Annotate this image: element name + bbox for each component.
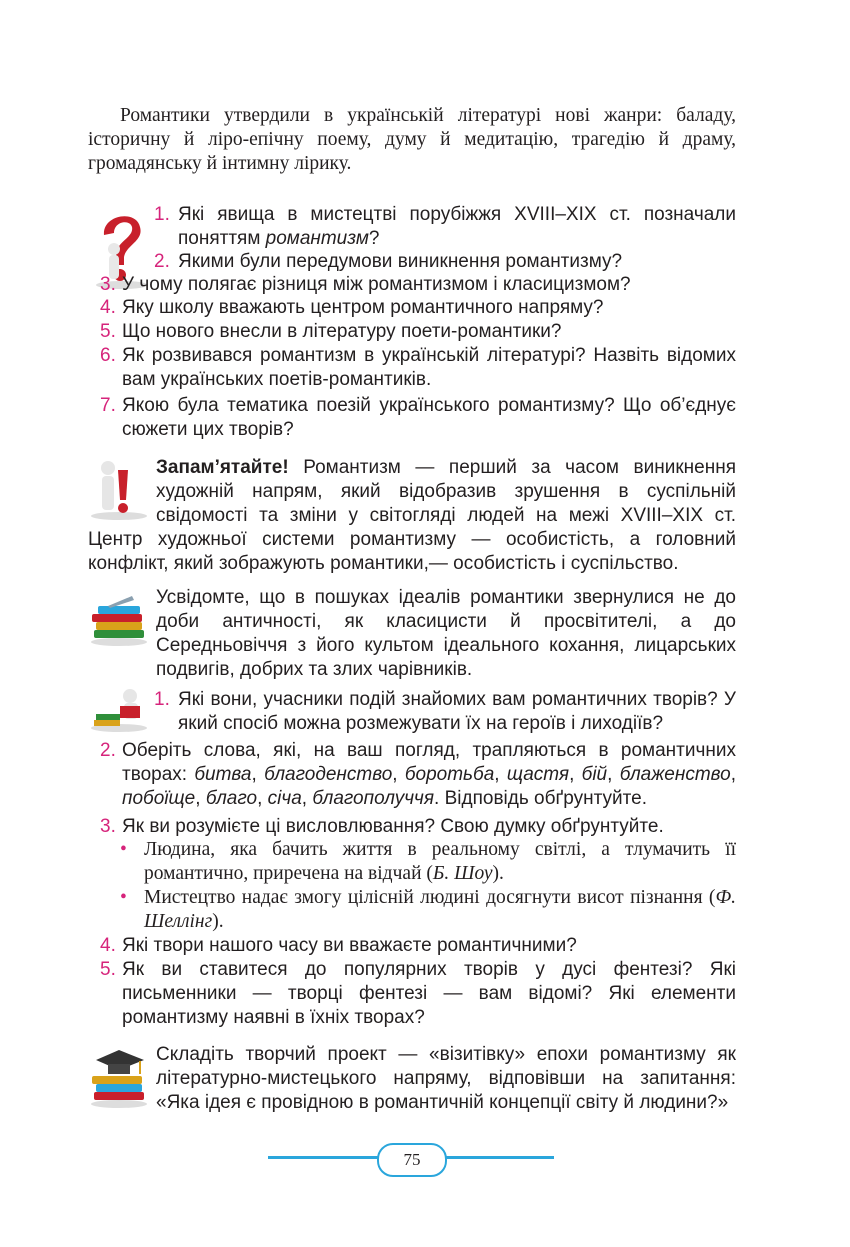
question-text: Які явища в мистецтві порубіжжя XVIII–XIX ст. позначали поняттям: [178, 204, 736, 249]
question-text: Якими були передумови виникнення романтизму?: [178, 251, 623, 272]
question-text: Що нового внесли в літературу поети-романтики?: [122, 321, 562, 342]
word: битва: [194, 764, 252, 785]
question-6: [100, 344, 736, 392]
task-text: [122, 739, 736, 811]
task-5: [100, 958, 736, 1030]
word: січа: [267, 788, 302, 809]
question-text: Яку школу вважають центром романтичного напряму?: [122, 297, 604, 318]
question-text: У чому полягає різниця між романтизмом і класицизмом?: [122, 274, 631, 295]
question-tail: ?: [368, 228, 380, 249]
task-text: Які вони, учасники подій знайомих вам романтичних творів? У який спосіб можна розмежувати їх на героїв і лиходіїв?: [178, 689, 736, 734]
remember-text: Романтизм — перший за часом виникнення художній напрям, який відобразив зрушення в суспільній свідомості та зміни у світогляді людей на межі XVIII–XIX ст. Центр художньої системи романтизму — особистість, а головний конфлікт, який зображують романтики,— особистість і суспільство.: [88, 457, 736, 574]
question-number: 6.: [100, 345, 116, 366]
quote-1: [120, 838, 736, 886]
quote-2: [120, 886, 736, 934]
word: благоденство: [264, 764, 393, 785]
task-2: [100, 739, 736, 811]
question-number: 7.: [100, 395, 116, 416]
quote-author: Б. Шоу: [432, 863, 493, 884]
bullet: •: [120, 839, 127, 860]
question-2: [154, 250, 736, 274]
quote-text: Людина, яка бачить життя в реальному світлі, а тлумачить її романтично, приречена на відчай (: [144, 839, 736, 884]
question-number: 5.: [100, 321, 116, 342]
realize-block: Усвідомте, що в пошуках ідеалів романтики звернулися не до доби античності, як класицисти й просвітителі, а до Середньовіччя з його культом ідеального кохання, лицарських подвигів, добрих та злих чарівників.: [156, 587, 736, 680]
separator: ,: [195, 788, 206, 809]
separator: ,: [392, 764, 405, 785]
question-text: Якою була тематика поезій українського романтизму? Що об’єднує сюжети цих творів?: [122, 395, 736, 440]
separator: ,: [301, 788, 313, 809]
task-number: 5.: [100, 959, 116, 980]
reader-figure-icon: [88, 688, 150, 732]
separator: ,: [569, 764, 582, 785]
project-block: Складіть творчий проект — «візитівку» епохи романтизму як літературно-мистецького напряму, відповівши на запитання: «Яка ідея є провідною в романтичній концепції світу й людини?»: [156, 1044, 736, 1113]
quote-tail: ).: [212, 911, 224, 932]
quote-tail: ).: [492, 863, 504, 884]
task-text: Як ви розумієте ці висловлювання? Свою думку обґрунтуйте.: [122, 816, 664, 837]
quote-text: Мистецтво надає змогу цілісній людині досягнути висот пізнання (: [144, 887, 716, 908]
task-number: 3.: [100, 816, 116, 837]
books-icon: [88, 590, 150, 646]
question-emphasis: романтизм: [265, 228, 369, 249]
word: щастя: [506, 764, 570, 785]
word: блаженство: [619, 764, 731, 785]
question-4: [100, 296, 736, 320]
intro-paragraph: Романтики утвердили в українській літературі нові жанри: баладу, історичну й ліро-епічну поему, думу й медитацію, трагедію й драму, громадянську й інтимну лірику.: [88, 105, 736, 174]
word: благополуччя: [312, 788, 435, 809]
separator: ,: [494, 764, 507, 785]
word: побоїще: [122, 788, 196, 809]
graduation-cap-icon: [88, 1044, 150, 1108]
separator: ,: [251, 764, 265, 785]
question-1: [154, 203, 736, 251]
quote-author: Ф. Шеллінг: [144, 887, 736, 932]
task-3: [100, 815, 736, 839]
question-number: 3.: [100, 274, 116, 295]
word: бій: [581, 764, 608, 785]
question-number: 2.: [154, 251, 170, 272]
separator: ,: [730, 764, 737, 785]
question-5: [100, 320, 736, 344]
task-number: 2.: [100, 740, 116, 761]
word: благо: [205, 788, 258, 809]
task-number: 4.: [100, 935, 116, 956]
remember-title: Запам’ятайте!: [156, 457, 289, 478]
question-text: Як розвивався романтизм в українській літературі? Назвіть відомих вам українських поетів-романтиків.: [122, 345, 736, 390]
word: боротьба: [404, 764, 495, 785]
page-number: 75: [377, 1143, 447, 1177]
task-text: Як ви ставитеся до популярних творів у дусі фентезі? Які письменники — творці фентезі — вам відомі? Які елементи романтизму наявні в їхніх творах?: [122, 959, 736, 1028]
question-7: [100, 394, 736, 442]
separator: ,: [607, 764, 620, 785]
task-number: 1.: [154, 689, 170, 710]
separator: ,: [257, 788, 268, 809]
remember-block: [88, 456, 736, 576]
task-lead: Оберіть слова, які, на ваш погляд, трапляються в романтичних творах:: [122, 740, 736, 785]
task-1: [154, 688, 736, 736]
question-number: 4.: [100, 297, 116, 318]
bullet: •: [120, 887, 127, 908]
question-number: 1.: [154, 204, 170, 225]
task-4: [100, 934, 736, 958]
task-text: Які твори нашого часу ви вважаєте романтичними?: [122, 935, 577, 956]
question-3: [100, 273, 736, 297]
task-tail: . Відповідь обґрунтуйте.: [434, 788, 647, 809]
